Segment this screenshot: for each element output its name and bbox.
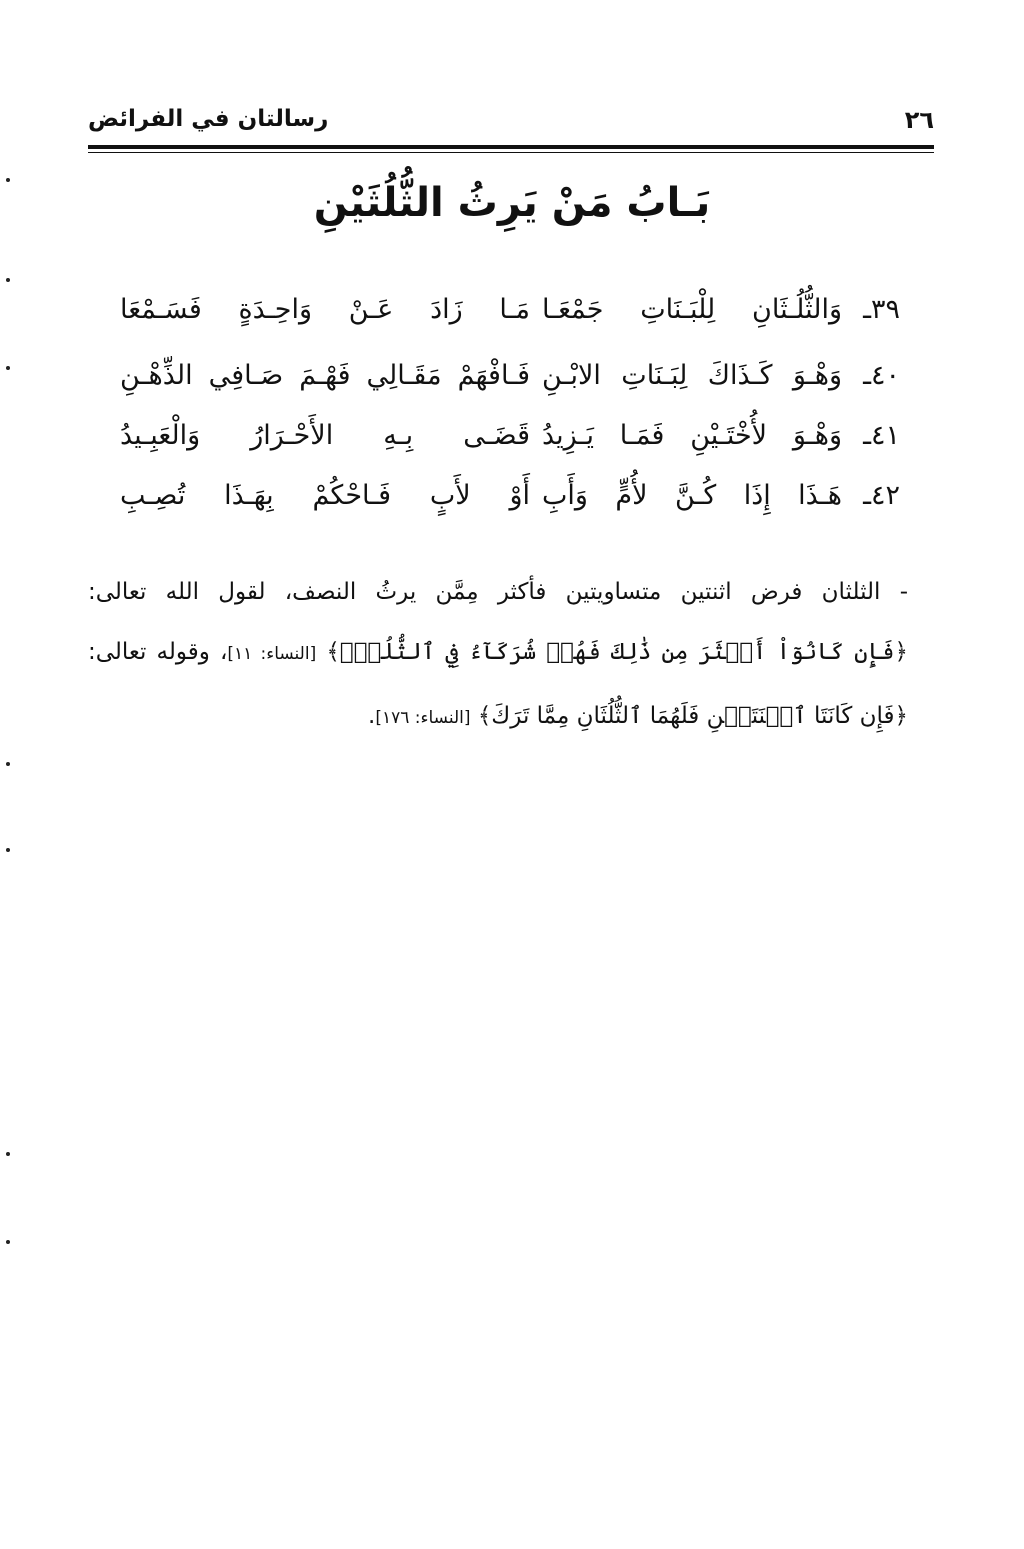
scan-speck: [6, 366, 10, 370]
verse-number: ٤١ـ: [863, 420, 900, 451]
commentary-line: [88, 562, 908, 622]
quran-citation: [النساء: ١٧٦]: [375, 708, 471, 728]
verse-line: [120, 468, 900, 524]
verse-first-hemistich: وَهْـوَ كَـذَاكَ لِبَـنَاتِ الابْـنِ: [542, 360, 842, 391]
commentary-line: [88, 622, 908, 684]
book-title: رسالتان في الفرائض: [88, 106, 329, 132]
running-head: [88, 104, 934, 144]
scan-speck: [6, 1240, 10, 1244]
scan-speck: [6, 762, 10, 766]
quran-citation: [النساء: ١١]: [227, 644, 317, 664]
verse-number: ٤٠ـ: [863, 360, 900, 391]
scan-speck: [6, 178, 10, 182]
verse-number: ٣٩ـ: [863, 294, 900, 325]
header-rule-thin: [88, 152, 934, 153]
scan-speck: [6, 1152, 10, 1156]
verse-second-hemistich: مَـا زَادَ عَـنْ وَاحِـدَةٍ فَسَـمْعَا: [120, 294, 530, 325]
verse-first-hemistich: هَـذَا إِذَا كُـنَّ لأُمٍّ وَأَبِ: [542, 480, 842, 511]
verse-second-hemistich: قَضَـى بِـهِ الأَحْـرَارُ وَالْعَبِـيدُ: [120, 420, 530, 451]
quran-quote: ﴿فَإِن كَانَتَا ٱثۡنَتَيۡنِ فَلَهُمَا ٱلثُّلُثَانِ مِمَّا تَرَكَ﴾: [477, 703, 908, 729]
commentary-line: [88, 686, 908, 748]
scan-speck: [6, 278, 10, 282]
chapter-title: بَـابُ مَنْ يَرِثُ الثُّلُثَيْنِ: [313, 180, 711, 226]
verse-line: [120, 348, 900, 404]
verse-line: [120, 408, 900, 464]
header-rule-thick: [88, 145, 934, 149]
verse-line: [120, 282, 900, 338]
verse-second-hemistich: أَوْ لأَبٍ فَـاحْكُمْ بِهَـذَا تُصِـبِ: [120, 480, 530, 511]
verse-first-hemistich: وَهْـوَ لأُخْتَـيْنِ فَمَـا يَـزِيدُ: [542, 420, 842, 451]
scan-speck: [6, 848, 10, 852]
verse-second-hemistich: فَـافْهَمْ مَقَـالِي فَهْـمَ صَـافِي الذِّهْـنِ: [120, 360, 530, 391]
verse-first-hemistich: وَالثُّلُـثَانِ لِلْبَـنَاتِ جَمْعَـا: [542, 294, 842, 325]
commentary-text: .: [368, 703, 376, 729]
commentary-text: ، وقوله تعالى:: [88, 639, 228, 665]
commentary-text: - الثلثان فرض اثنتين متساويتين فأكثر مِمَّن يرثُ النصف، لقول الله تعالى:: [88, 579, 908, 605]
verse-number: ٤٢ـ: [863, 480, 900, 511]
quran-quote: ﴿فَإِن كَانُوٓاْ أَكۡثَرَ مِن ذَٰلِكَ فَهُمۡ شُرَكَآءُ فِي ٱلثُّلُثِۚ﴾: [326, 639, 908, 665]
page-number: ٢٦: [904, 106, 934, 134]
